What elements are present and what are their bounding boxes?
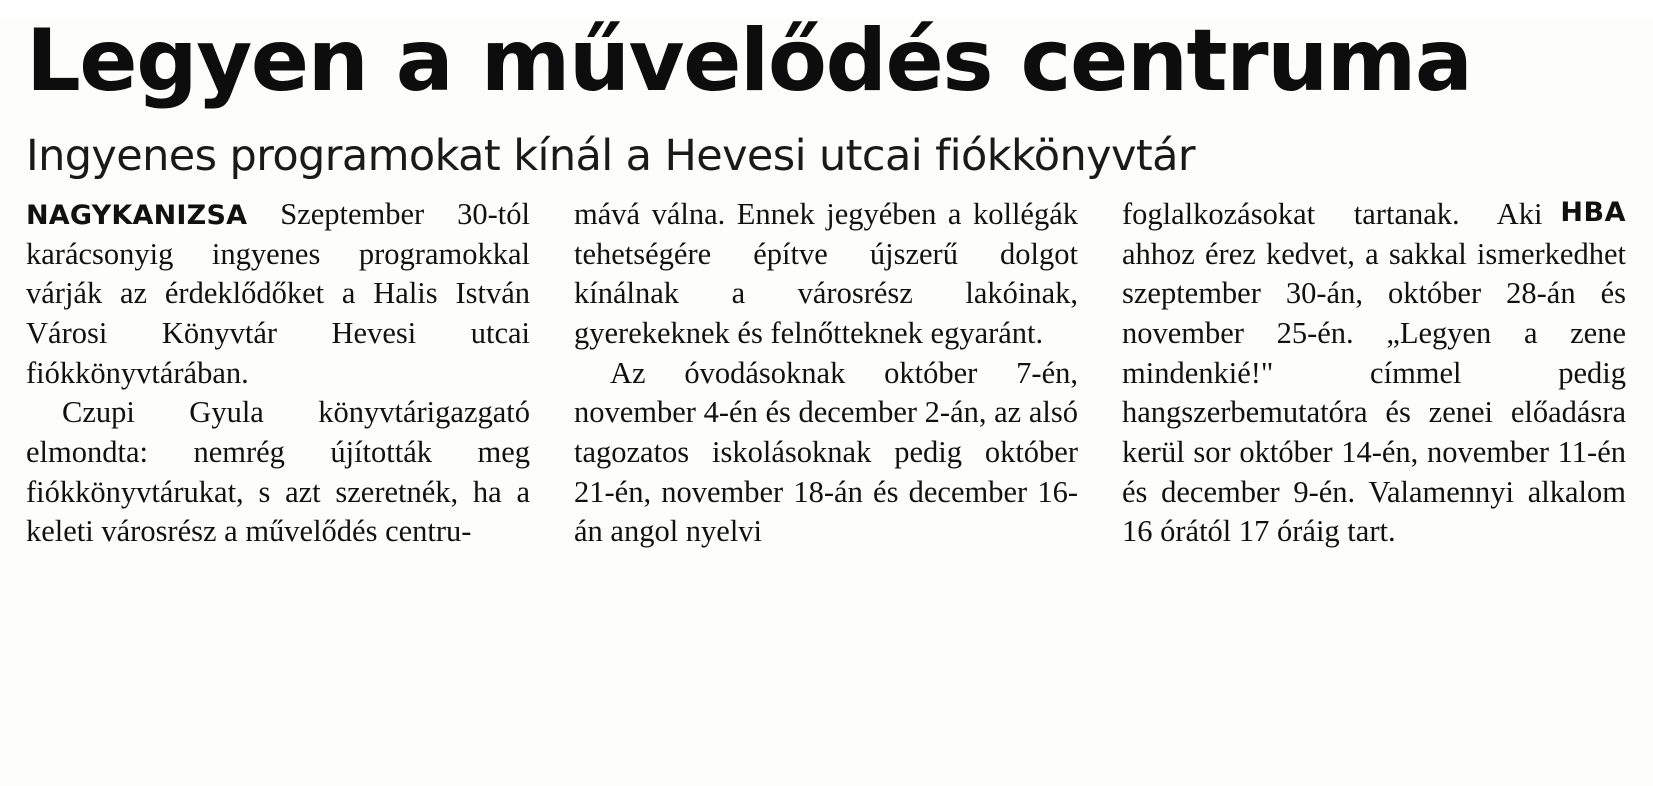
article-paragraph	[1122, 195, 1626, 552]
article-column-1	[26, 195, 530, 552]
newspaper-article-page	[0, 11, 1653, 786]
paragraph-text: foglalkozásokat tartanak. Aki ahhoz érez kedvet, a sakkal ismerkedhet szeptember 30-án, október 28-án és november 25-én. „Legyen a zene mindenkié!" címmel pedig hangszerbemutatóra és zenei előadásra kerül sor október 14-én, november 11-én és december 9-én. Valamennyi alkalom 16 órától 17 óráig tart.	[1122, 197, 1626, 549]
article-column-2	[574, 195, 1078, 552]
paragraph-text: Szeptember 30-tól karácsonyig ingyenes programokkal várják az érdeklődőket a Halis István Városi Könyvtár Hevesi utcai fiókkönyvtárában.	[26, 197, 530, 390]
dateline-kicker: NAGYKANIZSA	[26, 200, 248, 232]
article-paragraph: Czupi Gyula könyvtárigazgató elmondta: nemrég újították meg fiókkönyvtárukat, s azt szeretnék, ha a keleti városrész a művelődés centru-	[26, 395, 530, 549]
article-paragraph: Az óvodásoknak október 7-én, november 4-én és december 2-án, az alsó tagozatos iskolásoknak pedig október 21-én, november 18-án és december 16-án angol nyelvi	[574, 355, 1078, 549]
article-column-3	[1122, 195, 1626, 552]
author-byline: HBA	[1560, 197, 1626, 229]
article-paragraph	[26, 195, 530, 393]
article-paragraph: mává válna. Ennek jegyében a kollégák tehetségére építve újszerű dolgot kínálnak a városrész lakóinak, gyerekeknek és felnőtteknek egyaránt.	[574, 197, 1078, 351]
page-title: Legyen a művelődés centruma	[26, 11, 1472, 111]
article-subheading: Ingyenes programokat kínál a Hevesi utcai fiókkönyvtár	[26, 131, 1195, 181]
article-body	[26, 195, 1626, 552]
